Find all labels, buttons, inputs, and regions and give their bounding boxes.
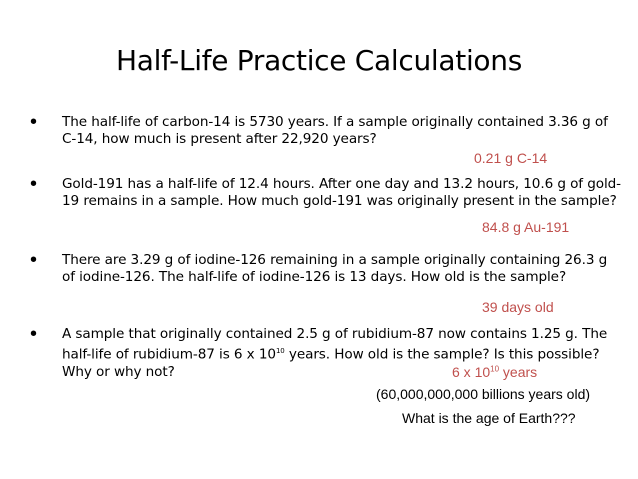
answer-4 <box>452 364 537 380</box>
question-4-exponent: 10 <box>275 347 285 355</box>
question-4-text-part1: A sample that originally contained 2.5 g of rubidium-87 now contains 1.25 g. The half-life of rubidium-87 is 6 x 10 <box>62 326 608 363</box>
answer-4-exponent: 10 <box>490 364 500 374</box>
answer-4-suffix: years <box>499 364 538 380</box>
answer-4-base: 6 x 10 <box>452 364 491 380</box>
bullet-icon: • <box>30 249 38 271</box>
billions-note: (60,000,000,000 billions years old) <box>376 386 591 402</box>
question-4-text <box>62 326 622 381</box>
question-1-text: The half-life of carbon-14 is 5730 years. If a sample originally contained 3.36 g of C-14, how much is present after 22,920 years? <box>62 114 608 147</box>
bullet-icon: • <box>30 111 38 133</box>
answer-1: 0.21 g C-14 <box>474 150 548 166</box>
earth-age-question: What is the age of Earth??? <box>402 410 576 426</box>
slide-title: Half-Life Practice Calculations <box>115 44 522 77</box>
bullet-icon: • <box>30 173 38 195</box>
question-4-text-part2: years. How old is the sample? Is this possible? Why or why not? <box>62 346 600 380</box>
question-2-text: Gold-191 has a half-life of 12.4 hours. After one day and 13.2 hours, 10.6 g of gold-19 remains in a sample. How much gold-191 was originally present in the sample? <box>62 176 621 209</box>
answer-2: 84.8 g Au-191 <box>482 219 570 235</box>
question-3-text: There are 3.29 g of iodine-126 remaining in a sample originally containing 26.3 g of iodine-126. The half-life of iodine-126 is 13 days. How old is the sample? <box>62 252 608 285</box>
answer-3: 39 days old <box>482 299 554 315</box>
bullet-icon: • <box>30 323 38 345</box>
